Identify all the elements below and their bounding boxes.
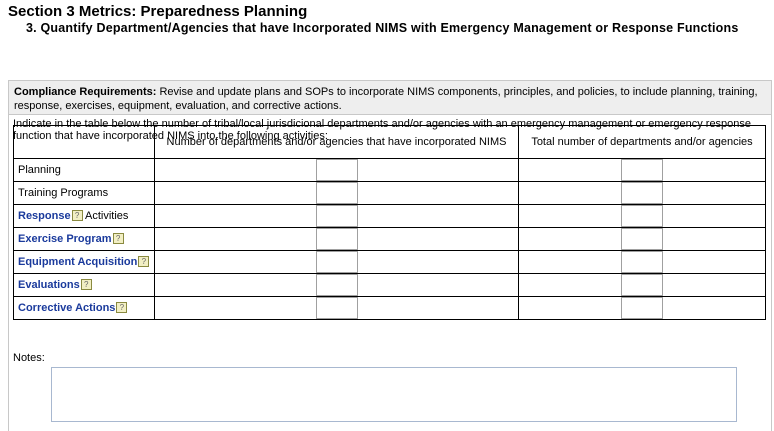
incorporated-cell [155, 274, 519, 297]
row-label-cell [14, 297, 155, 320]
total-count-input[interactable] [621, 274, 663, 296]
incorporated-cell [155, 251, 519, 274]
header-incorporated: Number of departments and/or agencies that have incorporated NIMS [155, 126, 519, 159]
total-cell [519, 297, 766, 320]
total-cell [519, 274, 766, 297]
incorporated-count-input[interactable] [316, 297, 358, 319]
row-label-cell [14, 251, 155, 274]
table-row [14, 228, 766, 251]
incorporated-cell [155, 159, 519, 182]
row-label-cell [14, 274, 155, 297]
activity-suffix: Activities [82, 210, 129, 222]
total-count-input[interactable] [621, 228, 663, 250]
help-icon[interactable]: ? [138, 256, 149, 267]
total-cell [519, 228, 766, 251]
row-label-cell [14, 159, 155, 182]
row-label-cell [14, 205, 155, 228]
form-panel [8, 80, 772, 431]
total-cell [519, 159, 766, 182]
incorporated-cell [155, 297, 519, 320]
incorporated-cell [155, 182, 519, 205]
notes-label: Notes: [13, 352, 45, 364]
help-icon[interactable]: ? [72, 210, 83, 221]
incorporated-cell [155, 228, 519, 251]
row-label-cell [14, 182, 155, 205]
table-row [14, 297, 766, 320]
incorporated-count-input[interactable] [316, 251, 358, 273]
incorporated-count-input[interactable] [316, 205, 358, 227]
total-cell [519, 251, 766, 274]
table-row [14, 159, 766, 182]
row-label-cell [14, 228, 155, 251]
notes-textarea[interactable] [51, 367, 737, 422]
incorporated-count-input[interactable] [316, 274, 358, 296]
total-cell [519, 182, 766, 205]
incorporated-count-input[interactable] [316, 182, 358, 204]
activity-link[interactable]: Corrective Actions [18, 302, 116, 314]
help-icon[interactable]: ? [113, 233, 124, 244]
activity-link[interactable]: Response [18, 210, 71, 222]
activity-label: Planning [18, 164, 61, 176]
total-count-input[interactable] [621, 297, 663, 319]
total-count-input[interactable] [621, 159, 663, 181]
total-count-input[interactable] [621, 205, 663, 227]
incorporated-cell [155, 205, 519, 228]
compliance-requirements [9, 81, 771, 115]
table-row [14, 182, 766, 205]
incorporated-count-input[interactable] [316, 228, 358, 250]
activity-link[interactable]: Equipment Acquisition [18, 256, 138, 268]
total-cell [519, 205, 766, 228]
activity-label: Training Programs [18, 187, 109, 199]
table-header-row [14, 126, 766, 159]
compliance-label: Compliance Requirements: [14, 86, 157, 98]
instructions: Indicate in the table below the number of tribal/local jurisdicional departments and/or agencies with an emergency management or emergency response function that have incorporated NIMS into the following activities: [13, 118, 752, 142]
compliance-text: Revise and update plans and SOPs to incorporate NIMS components, principles, and policies, to include planning, training, response, exercises, equipment, evaluation, and corrective actions. [14, 86, 758, 112]
table-row [14, 205, 766, 228]
help-icon[interactable]: ? [116, 302, 127, 313]
incorporated-count-input[interactable] [316, 159, 358, 181]
total-count-input[interactable] [621, 182, 663, 204]
header-total: Total number of departments and/or agencies [519, 126, 766, 159]
activity-link[interactable]: Exercise Program [18, 233, 112, 245]
total-count-input[interactable] [621, 251, 663, 273]
table-row [14, 274, 766, 297]
activity-link[interactable]: Evaluations [18, 279, 80, 291]
section-title: Section 3 Metrics: Preparedness Planning [8, 3, 308, 20]
header-activity [14, 126, 155, 159]
help-icon[interactable]: ? [81, 279, 92, 290]
activities-table [13, 125, 766, 320]
question-title: 3. Quantify Department/Agencies that have Incorporated NIMS with Emergency Management or Response Functions [26, 21, 739, 35]
table-row [14, 251, 766, 274]
